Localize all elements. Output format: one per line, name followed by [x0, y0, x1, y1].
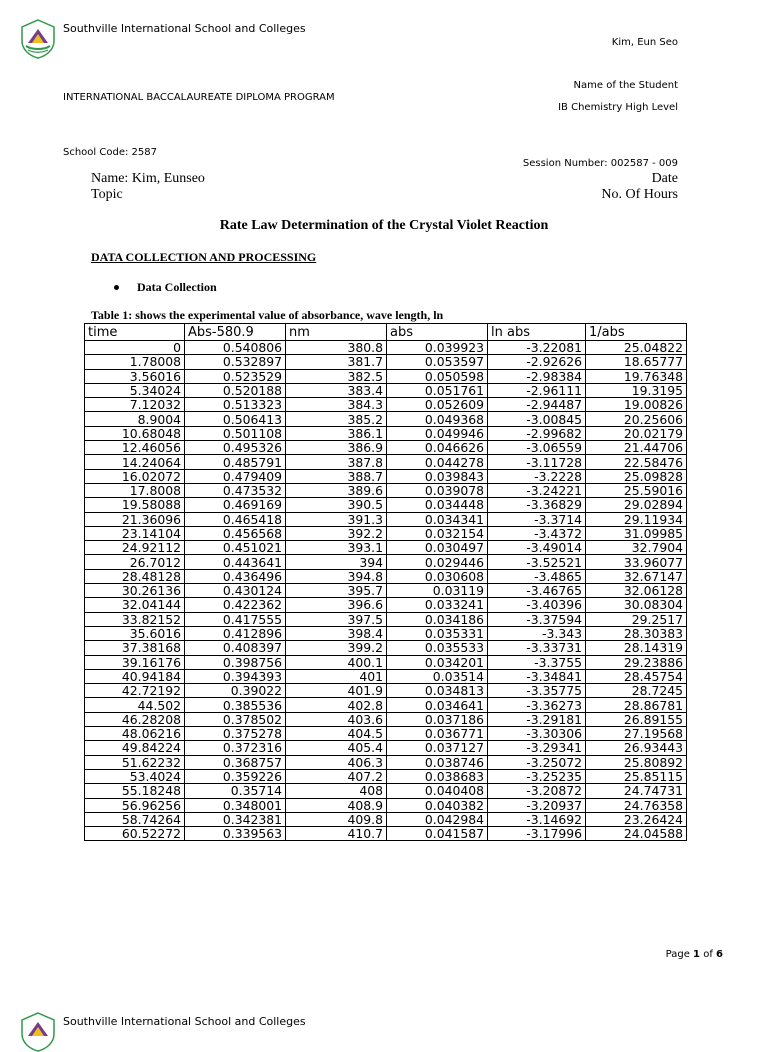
table-cell: 53.4024: [85, 769, 185, 783]
table-cell: 3.56016: [85, 369, 185, 383]
page-number: [666, 949, 723, 960]
table-cell: 25.85115: [586, 769, 687, 783]
table-cell: 39.16176: [85, 655, 185, 669]
table-cell: -3.25235: [488, 769, 586, 783]
column-header: abs: [387, 324, 488, 341]
table-cell: 0.03119: [387, 584, 488, 598]
table-cell: 0.540806: [185, 341, 286, 355]
table-row: [85, 412, 687, 426]
table-cell: 25.04822: [586, 341, 687, 355]
table-cell: -3.36273: [488, 698, 586, 712]
table-cell: 398.4: [286, 626, 387, 640]
table-cell: 0.041587: [387, 827, 488, 841]
table-cell: 405.4: [286, 741, 387, 755]
table-cell: -3.34841: [488, 669, 586, 683]
table-cell: 0.049946: [387, 426, 488, 440]
table-cell: 391.3: [286, 512, 387, 526]
table-cell: 0.375278: [185, 727, 286, 741]
table-cell: 408.9: [286, 798, 387, 812]
table-cell: 0.035533: [387, 641, 488, 655]
table-row: [85, 341, 687, 355]
table-cell: -3.49014: [488, 541, 586, 555]
table-cell: 8.9004: [85, 412, 185, 426]
table-cell: -3.2228: [488, 469, 586, 483]
table-cell: 19.00826: [586, 398, 687, 412]
table-cell: 18.65777: [586, 355, 687, 369]
table-cell: 1.78008: [85, 355, 185, 369]
table-cell: 44.502: [85, 698, 185, 712]
table-row: [85, 555, 687, 569]
section-heading: DATA COLLECTION AND PROCESSING: [91, 250, 317, 264]
table-cell: 0.473532: [185, 483, 286, 497]
table-cell: -3.24221: [488, 483, 586, 497]
column-header: 1/abs: [586, 324, 687, 341]
table-cell: 29.2517: [586, 612, 687, 626]
table-cell: 46.28208: [85, 712, 185, 726]
table-cell: -3.35775: [488, 684, 586, 698]
table-cell: 409.8: [286, 812, 387, 826]
table-cell: -3.40396: [488, 598, 586, 612]
table-row: [85, 741, 687, 755]
table-cell: 32.67147: [586, 569, 687, 583]
table-row: [85, 426, 687, 440]
table-cell: 393.1: [286, 541, 387, 555]
data-table: [84, 323, 687, 841]
table-cell: 0.030608: [387, 569, 488, 583]
table-cell: 25.09828: [586, 469, 687, 483]
table-row: [85, 355, 687, 369]
bullet-item: [114, 280, 217, 295]
table-cell: 24.92112: [85, 541, 185, 555]
table-cell: 20.02179: [586, 426, 687, 440]
table-cell: 58.74264: [85, 812, 185, 826]
table-cell: 12.46056: [85, 441, 185, 455]
info-hours: No. Of Hours: [601, 187, 678, 202]
page-current: 1: [693, 949, 701, 960]
table-cell: 0.394393: [185, 669, 286, 683]
table-cell: 0.520188: [185, 383, 286, 397]
table-cell: 21.44706: [586, 441, 687, 455]
table-cell: 394.8: [286, 569, 387, 583]
table-cell: 396.6: [286, 598, 387, 612]
table-cell: 32.06128: [586, 584, 687, 598]
table-cell: 0.044278: [387, 455, 488, 469]
table-cell: 0.417555: [185, 612, 286, 626]
table-cell: 26.7012: [85, 555, 185, 569]
table-cell: 408: [286, 784, 387, 798]
table-cell: 0.039078: [387, 483, 488, 497]
table-cell: 0.348001: [185, 798, 286, 812]
school-code: School Code: 2587: [63, 147, 157, 158]
table-cell: 0.469169: [185, 498, 286, 512]
table-cell: 28.45754: [586, 669, 687, 683]
table-cell: 381.7: [286, 355, 387, 369]
table-cell: 394: [286, 555, 387, 569]
table-body: [85, 341, 687, 841]
table-cell: 0.339563: [185, 827, 286, 841]
info-date: Date: [651, 171, 678, 186]
table-cell: -3.36829: [488, 498, 586, 512]
table-cell: -3.4865: [488, 569, 586, 583]
table-cell: 388.7: [286, 469, 387, 483]
table-cell: 25.80892: [586, 755, 687, 769]
table-cell: 383.4: [286, 383, 387, 397]
table-cell: 0.03514: [387, 669, 488, 683]
table-cell: 0.040408: [387, 784, 488, 798]
table-cell: 401.9: [286, 684, 387, 698]
column-header: nm: [286, 324, 387, 341]
table-cell: -3.52521: [488, 555, 586, 569]
table-cell: 25.59016: [586, 483, 687, 497]
table-cell: 0.049368: [387, 412, 488, 426]
table-cell: -3.4372: [488, 526, 586, 540]
table-row: [85, 827, 687, 841]
table-cell: 0.051761: [387, 383, 488, 397]
school-name: Southville International School and Colleges: [63, 22, 306, 35]
table-cell: 30.26136: [85, 584, 185, 598]
table-row: [85, 455, 687, 469]
table-cell: 31.09985: [586, 526, 687, 540]
table-header-row: [85, 324, 687, 341]
table-cell: 10.68048: [85, 426, 185, 440]
table-cell: 399.2: [286, 641, 387, 655]
table-row: [85, 784, 687, 798]
session-number: Session Number: 002587 - 009: [522, 158, 678, 169]
table-cell: 51.62232: [85, 755, 185, 769]
table-cell: 19.3195: [586, 383, 687, 397]
table-row: [85, 541, 687, 555]
table-row: [85, 727, 687, 741]
table-cell: 0.368757: [185, 755, 286, 769]
table-cell: -3.33731: [488, 641, 586, 655]
table-cell: -3.343: [488, 626, 586, 640]
table-cell: 17.8008: [85, 483, 185, 497]
table-cell: 0.053597: [387, 355, 488, 369]
table-cell: 389.6: [286, 483, 387, 497]
table-cell: 0.342381: [185, 812, 286, 826]
table-row: [85, 769, 687, 783]
table-cell: 0.39022: [185, 684, 286, 698]
table-cell: 386.9: [286, 441, 387, 455]
table-cell: 26.89155: [586, 712, 687, 726]
table-cell: 384.3: [286, 398, 387, 412]
table-cell: 0.034186: [387, 612, 488, 626]
table-cell: 0.040382: [387, 798, 488, 812]
table-cell: 0.034341: [387, 512, 488, 526]
table-row: [85, 512, 687, 526]
table-cell: 385.2: [286, 412, 387, 426]
table-cell: 42.72192: [85, 684, 185, 698]
table-cell: -2.94487: [488, 398, 586, 412]
table-cell: 0.532897: [185, 355, 286, 369]
table-cell: 0.35714: [185, 784, 286, 798]
table-cell: 386.1: [286, 426, 387, 440]
student-name-value: Kim, Eun Seo: [611, 37, 678, 48]
table-cell: 0.506413: [185, 412, 286, 426]
table-cell: 23.14104: [85, 526, 185, 540]
table-cell: 49.84224: [85, 741, 185, 755]
table-row: [85, 469, 687, 483]
page-word: Page: [665, 949, 690, 960]
table-cell: 55.18248: [85, 784, 185, 798]
table-cell: 0.039923: [387, 341, 488, 355]
table-cell: -3.3714: [488, 512, 586, 526]
table-cell: -3.06559: [488, 441, 586, 455]
table-cell: 0.408397: [185, 641, 286, 655]
table-cell: 0.465418: [185, 512, 286, 526]
bullet-label: Data Collection: [137, 280, 217, 294]
table-cell: -3.17996: [488, 827, 586, 841]
table-cell: -2.92626: [488, 355, 586, 369]
table-cell: 0.033241: [387, 598, 488, 612]
table-row: [85, 612, 687, 626]
info-topic: Topic: [91, 187, 123, 202]
table-cell: 19.58088: [85, 498, 185, 512]
table-cell: 0.038746: [387, 755, 488, 769]
table-cell: 397.5: [286, 612, 387, 626]
table-cell: 24.74731: [586, 784, 687, 798]
table-cell: 0.422362: [185, 598, 286, 612]
table-cell: 28.7245: [586, 684, 687, 698]
table-row: [85, 498, 687, 512]
table-cell: 0.037186: [387, 712, 488, 726]
table-row: [85, 398, 687, 412]
table-cell: 28.30383: [586, 626, 687, 640]
table-cell: 0.443641: [185, 555, 286, 569]
table-cell: 0.378502: [185, 712, 286, 726]
table-cell: 16.02072: [85, 469, 185, 483]
table-cell: 401: [286, 669, 387, 683]
table-cell: 0.036771: [387, 727, 488, 741]
table-row: [85, 569, 687, 583]
table-cell: -3.11728: [488, 455, 586, 469]
table-cell: 29.11934: [586, 512, 687, 526]
table-cell: 0.052609: [387, 398, 488, 412]
table-cell: 7.12032: [85, 398, 185, 412]
table-cell: 0.523529: [185, 369, 286, 383]
table-cell: 40.94184: [85, 669, 185, 683]
table-cell: 32.7904: [586, 541, 687, 555]
table-cell: 24.04588: [586, 827, 687, 841]
table-cell: 0.501108: [185, 426, 286, 440]
table-cell: -3.00845: [488, 412, 586, 426]
table-cell: 0.050598: [387, 369, 488, 383]
table-row: [85, 655, 687, 669]
table-cell: 0.038683: [387, 769, 488, 783]
table-cell: 0.029446: [387, 555, 488, 569]
table-cell: 0.398756: [185, 655, 286, 669]
table-cell: 0.385536: [185, 698, 286, 712]
table-row: [85, 684, 687, 698]
table-row: [85, 712, 687, 726]
table-cell: 0.513323: [185, 398, 286, 412]
table-cell: 404.5: [286, 727, 387, 741]
program-name: INTERNATIONAL BACCALAUREATE DIPLOMA PROGRAM: [63, 92, 335, 103]
table-cell: 35.6016: [85, 626, 185, 640]
table-cell: 5.34024: [85, 383, 185, 397]
table-row: [85, 526, 687, 540]
table-cell: 14.24064: [85, 455, 185, 469]
table-cell: 33.82152: [85, 612, 185, 626]
column-header: Abs-580.9: [185, 324, 286, 341]
table-cell: 0.485791: [185, 455, 286, 469]
table-cell: -3.20872: [488, 784, 586, 798]
table-row: [85, 641, 687, 655]
table-cell: 0.035331: [387, 626, 488, 640]
table-cell: 0: [85, 341, 185, 355]
table-cell: -3.14692: [488, 812, 586, 826]
table-cell: 21.36096: [85, 512, 185, 526]
table-row: [85, 812, 687, 826]
table-cell: 30.08304: [586, 598, 687, 612]
school-logo-icon: [20, 19, 56, 59]
table-cell: 0.412896: [185, 626, 286, 640]
table-cell: 0.479409: [185, 469, 286, 483]
table-cell: 0.034448: [387, 498, 488, 512]
table-row: [85, 626, 687, 640]
table-cell: -3.30306: [488, 727, 586, 741]
table-cell: 387.8: [286, 455, 387, 469]
table-cell: 0.039843: [387, 469, 488, 483]
table-cell: -3.46765: [488, 584, 586, 598]
table-cell: 407.2: [286, 769, 387, 783]
table-cell: 380.8: [286, 341, 387, 355]
subject-name: IB Chemistry High Level: [558, 102, 678, 113]
table-cell: 0.430124: [185, 584, 286, 598]
table-cell: -3.3755: [488, 655, 586, 669]
table-cell: 410.7: [286, 827, 387, 841]
table-cell: -3.20937: [488, 798, 586, 812]
table-cell: 0.436496: [185, 569, 286, 583]
table-row: [85, 698, 687, 712]
table-cell: 395.7: [286, 584, 387, 598]
table-cell: 0.034813: [387, 684, 488, 698]
table-row: [85, 669, 687, 683]
table-cell: 0.046626: [387, 441, 488, 455]
table-cell: 32.04144: [85, 598, 185, 612]
table-cell: 27.19568: [586, 727, 687, 741]
table-cell: -3.29341: [488, 741, 586, 755]
info-name: Name: Kim, Eunseo: [91, 171, 205, 186]
table-cell: 0.456568: [185, 526, 286, 540]
table-cell: 23.26424: [586, 812, 687, 826]
table-cell: -2.96111: [488, 383, 586, 397]
table-cell: 29.23886: [586, 655, 687, 669]
table-cell: 0.042984: [387, 812, 488, 826]
table-caption: Table 1: shows the experimental value of absorbance, wave length, ln: [91, 308, 444, 322]
table-cell: 29.02894: [586, 498, 687, 512]
table-cell: 0.032154: [387, 526, 488, 540]
table-cell: 402.8: [286, 698, 387, 712]
table-cell: 0.372316: [185, 741, 286, 755]
table-cell: -3.25072: [488, 755, 586, 769]
table-cell: -3.29181: [488, 712, 586, 726]
table-cell: 400.1: [286, 655, 387, 669]
table-row: [85, 584, 687, 598]
table-cell: 37.38168: [85, 641, 185, 655]
table-cell: 56.96256: [85, 798, 185, 812]
table-cell: 28.48128: [85, 569, 185, 583]
table-cell: 0.359226: [185, 769, 286, 783]
table-cell: 392.2: [286, 526, 387, 540]
table-row: [85, 483, 687, 497]
table-cell: 406.3: [286, 755, 387, 769]
table-cell: 33.96077: [586, 555, 687, 569]
table-cell: 26.93443: [586, 741, 687, 755]
table-cell: 20.25606: [586, 412, 687, 426]
table-cell: 24.76358: [586, 798, 687, 812]
table-cell: 0.451021: [185, 541, 286, 555]
next-page-logo-icon: [20, 1012, 56, 1052]
next-page-school-name: Southville International School and Colleges: [63, 1015, 306, 1028]
table-cell: 22.58476: [586, 455, 687, 469]
table-cell: 19.76348: [586, 369, 687, 383]
bullet-icon: [114, 285, 119, 290]
table-cell: -2.98384: [488, 369, 586, 383]
table-cell: 0.030497: [387, 541, 488, 555]
table-row: [85, 798, 687, 812]
table-cell: 0.037127: [387, 741, 488, 755]
table-cell: 28.14319: [586, 641, 687, 655]
table-cell: 28.86781: [586, 698, 687, 712]
column-header: time: [85, 324, 185, 341]
table-row: [85, 383, 687, 397]
table-cell: -2.99682: [488, 426, 586, 440]
table-row: [85, 441, 687, 455]
table-cell: 0.495326: [185, 441, 286, 455]
table-cell: 0.034641: [387, 698, 488, 712]
table-cell: 60.52272: [85, 827, 185, 841]
table-cell: 382.5: [286, 369, 387, 383]
table-cell: 390.5: [286, 498, 387, 512]
table-row: [85, 598, 687, 612]
page-of: of: [703, 949, 713, 960]
table-cell: 48.06216: [85, 727, 185, 741]
table-cell: -3.37594: [488, 612, 586, 626]
table-cell: 403.6: [286, 712, 387, 726]
student-name-label: Name of the Student: [573, 80, 678, 91]
document-title: Rate Law Determination of the Crystal Violet Reaction: [219, 218, 549, 233]
column-header: ln abs: [488, 324, 586, 341]
table-row: [85, 369, 687, 383]
page-total: 6: [716, 949, 723, 960]
table-cell: 0.034201: [387, 655, 488, 669]
table-cell: -3.22081: [488, 341, 586, 355]
table-row: [85, 755, 687, 769]
